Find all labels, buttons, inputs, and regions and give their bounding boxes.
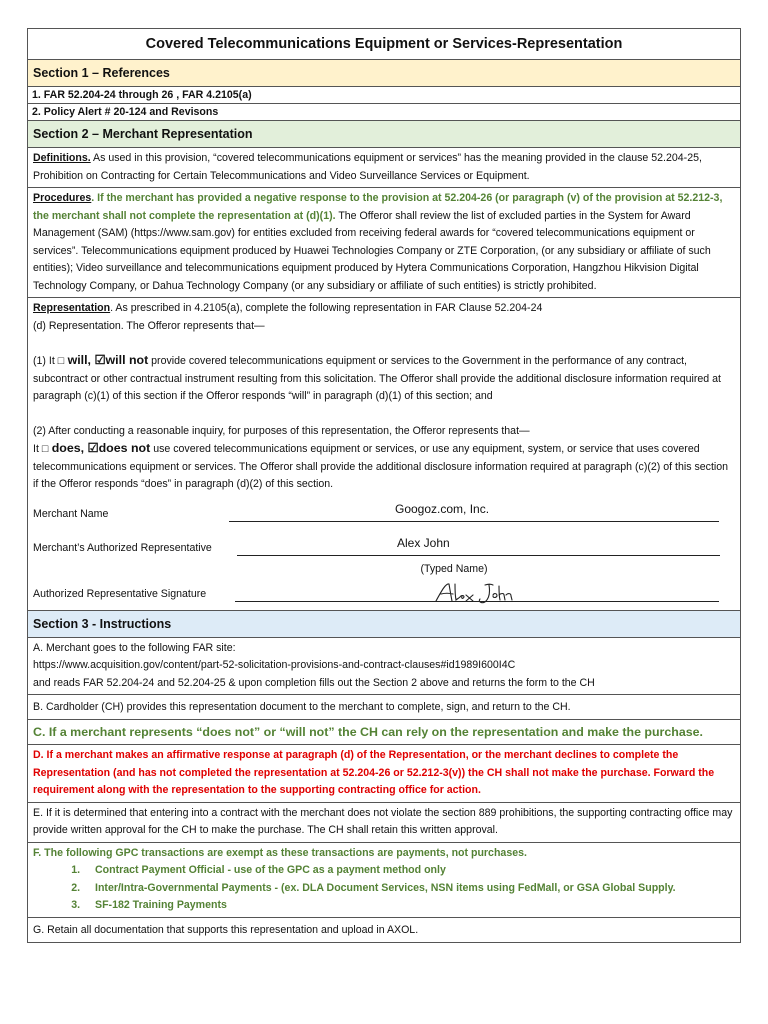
representation-label: Representation <box>33 302 111 314</box>
definitions-text: As used in this provision, “covered telecommunications equipment or services” has the meaning provided in the clause 52.204-25, Prohibition on Contracting for Certain Telecommunications and Video Surveillance Services or Equipment. <box>33 152 702 182</box>
reference-item: 2. Policy Alert # 20-124 and Revisons <box>28 104 740 121</box>
merchant-name-underline <box>229 521 719 522</box>
merchant-name-field[interactable]: Googoz.com, Inc. <box>395 502 490 516</box>
instruction-c: C. If a merchant represents “does not” or “will not” the CH can rely on the representation and make the purchase. <box>28 720 740 745</box>
form-title: Covered Telecommunications Equipment or Services-Representation <box>28 29 740 60</box>
option-will: will, <box>64 353 95 367</box>
section1-header: Section 1 – References <box>28 60 740 87</box>
typed-name-caption: (Typed Name) <box>420 562 488 575</box>
option-does: does, <box>48 441 88 455</box>
instruction-g: G. Retain all documentation that supports this representation and upload in AXOL. <box>33 923 419 936</box>
option-does-not: does not <box>98 441 151 455</box>
checkbox-does-not-checked[interactable]: ☑ <box>87 441 99 455</box>
list-item: 3. SF-182 Training Payments <box>83 897 735 915</box>
signature-row <box>33 576 735 608</box>
representation-d-line: (d) Representation. The Offeror represents that— <box>33 319 265 332</box>
procedures-text: The Offeror shall review the list of excluded parties in the System for Award Management (SAM) (https://www.sam.gov) for entities excluded from receiving federal awards for “covered telecommunications equipment or services”. Telecommunications equipment produced by Huawei Technologies Company or ZTE Corporation, (or any subsidiary or affiliate of such entities); Video surveillance and telecommunications equipment produced by Hytera Communications Corporation, Hangzhou Hikvision Digital Technology Company, or Dahua Technology Company (or any subsidiary or affiliate of such entities) is strictly prohibited. <box>33 209 711 292</box>
paragraph-d2-intro: (2) After conducting a reasonable inquiry, for purposes of this representation, the Offeror represents that— <box>33 424 530 437</box>
definitions-block <box>28 148 740 188</box>
representative-underline <box>237 555 720 556</box>
list-item: 1. Contract Payment Official - use of the GPC as a payment method only <box>83 862 735 880</box>
instruction-e: E. If it is determined that entering into a contract with the merchant does not violate the section 889 prohibitions, the supporting contracting office may provide written approval for the CH to make the purchase. The CH shall retain this written approval. <box>28 803 740 843</box>
exempt-transactions-list <box>33 862 735 915</box>
definitions-label: Definitions. <box>33 152 91 164</box>
procedures-label: Procedures <box>33 192 92 204</box>
signature-label: Authorized Representative Signature <box>33 588 207 600</box>
handwritten-signature[interactable] <box>433 580 515 606</box>
procedures-condition: . If the merchant has provided a negative response to the provision at 52.204-26 (or paragraph (v) of the provision at 52.212-3, the merchant shall not complete the representation at (d)(1). <box>33 192 723 222</box>
section2-header: Section 2 – Merchant Representation <box>28 121 740 148</box>
instruction-b: B. Cardholder (CH) provides this representation document to the merchant to complete, sign, and return to the CH. <box>28 695 740 720</box>
representation-text: . As prescribed in 4.2105(a), complete the following representation in FAR Clause 52.204-24 <box>110 302 543 314</box>
procedures-block <box>28 188 740 298</box>
far-site-url[interactable]: https://www.acquisition.gov/content/part-52-solicitation-provisions-and-contract-clauses#id1989I600I4C <box>33 659 516 671</box>
representative-name-field[interactable]: Alex John <box>397 536 450 550</box>
representative-label: Merchant’s Authorized Representative <box>33 542 212 554</box>
paragraph-d1: (1) It □ will, ☑will not provide covered telecommunications equipment or services to the Government in the performance of any contract, subcontract or other contractual instrument resulting from this solicitation. The Offeror shall provide the additional disclosure information required at paragraph (c)(1) of this section if the Offeror responds “will” in paragraph (d)(1) of this section; and <box>33 353 721 402</box>
instruction-d: D. If a merchant makes an affirmative response at paragraph (d) of the Representation, or the merchant declines to complete the Representation (and has not completed the representation at 52.204-26 or 52.212-3(v)) the CH shall not make the purchase. Forward the requirement along with the representation to the supporting contracting office for action. <box>28 745 740 803</box>
instruction-a: A. Merchant goes to the following FAR site: https://www.acquisition.gov/content/part-52-solicitation-provisions-and-contract-clauses#id1989I600I4C and reads FAR 52.204-24 and 52.204-25 & upon completion fills out the Section 2 above and returns the form to the CH <box>28 638 740 696</box>
checkbox-will-not-checked[interactable]: ☑ <box>94 353 106 367</box>
instruction-d-text: If a merchant makes an affirmative response at paragraph (d) of the Representation, or the merchant declines to complete the Representation (and has not completed the representation at 52.204-26 or 52.212-3(v)) the CH shall not make the purchase. Forward the requirement along with the representation to the supporting contracting office for action. <box>33 749 715 796</box>
option-will-not: will not <box>105 353 149 367</box>
checkbox-will-unchecked[interactable]: □ <box>57 355 65 367</box>
merchant-name-row <box>33 494 735 528</box>
instruction-f-text: F. The following GPC transactions are exempt as these transactions are payments, not purchases. <box>33 846 527 859</box>
checkbox-does-unchecked[interactable]: □ <box>41 443 49 455</box>
representation-form <box>27 28 741 943</box>
list-item: 2. Inter/Intra-Governmental Payments - (ex. DLA Document Services, NSN items using FedMall, or GSA Global Supply. <box>83 880 735 898</box>
reference-item: 1. FAR 52.204-24 through 26 , FAR 4.2105(a) <box>28 87 740 104</box>
merchant-name-label: Merchant Name <box>33 508 109 520</box>
section3-header: Section 3 - Instructions <box>28 611 740 638</box>
representative-row <box>33 528 735 562</box>
instruction-f <box>28 843 740 918</box>
paragraph-d2: It □ does, ☑does not use covered telecommunications equipment or services, or use any equipment, system, or service that uses covered telecommunications equipment or services. The Offeror shall provide the additional disclosure information required at paragraph (c)(2) of this section if the Offeror responds “does” in paragraph (d)(2) of this section. <box>33 441 729 490</box>
representation-block <box>28 298 740 611</box>
